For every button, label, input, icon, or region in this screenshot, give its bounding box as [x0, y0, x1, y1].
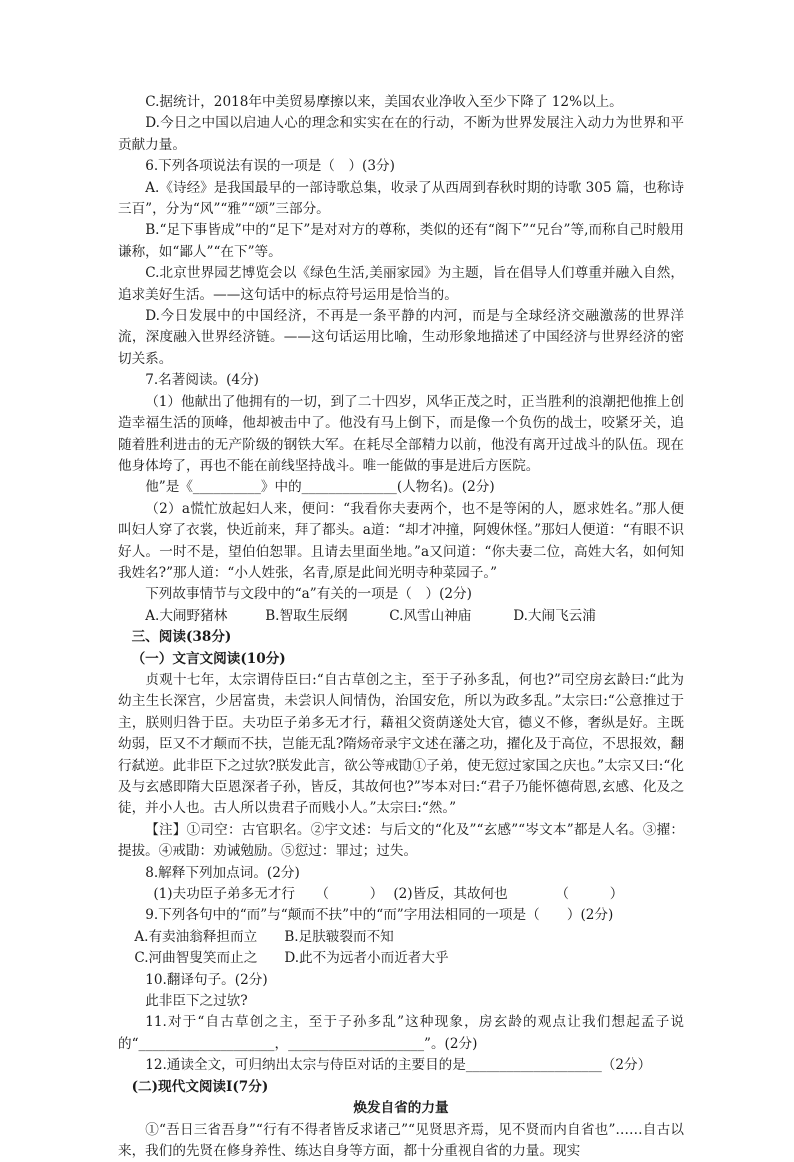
q8-item-2: (2)皆反，其故何也 （ ）: [393, 884, 653, 905]
question-7: 7.名著阅读。(4分): [118, 370, 684, 391]
question-9: 9.下列各句中的“而”与“颠而不扶”中的“而”字用法相同的一项是（ ）(2分): [118, 905, 684, 926]
question-7-passage-2: （2）a慌忙放起妇人来，便问：“我看你夫妻两个，也不是等闲的人，愿求姓名。”那人便叫妇人穿了衣裳，快近前来，拜了都头。a道：“却才冲撞，阿嫂休怪。”那妇人便道：“有眼不识好人。一时不是，望伯伯恕罪。且请去里面坐地。”a又问道：“你夫妻二位，高姓大名，如何知我姓名?”那人道：“小人姓张，名青,原是此间光明寺种菜园子。”: [118, 499, 684, 585]
annotation-note: 【注】①司空：古官职名。②宇文述：与后文的“化及”“玄感”“岑文本”都是人名。③擢：提拔。④戒勖：劝诫勉励。⑤愆过：罪过；过失。: [118, 820, 684, 863]
question-7-prompt: 下列故事情节与文段中的“a”有关的一项是（ ）(2分): [118, 584, 684, 605]
q9-option-b: B.足肤皲裂而不知: [284, 927, 584, 948]
section-3-2-heading: (二)现代文阅读Ⅰ(7分): [118, 1077, 684, 1098]
q9-option-d: D.此不为远者小而近者大乎: [284, 948, 584, 969]
section-3-heading: 三、阅读(38分): [118, 627, 684, 648]
question-8-items: [118, 884, 684, 905]
question-7-passage-1: （1）他献出了他拥有的一切，到了二十四岁，风华正茂之时，正当胜利的浪潮把他推上创造幸福生活的顶峰，他却被击中了。他没有马上倒下，而是像一个负伤的战士，咬紧牙关，追随着胜利进击的无产阶级的钢铁大军。在耗尽全部精力以前，他没有离开过战斗的队伍。现在他身体垮了，再也不能在前线坚持战斗。唯一能做的事是进后方医院。: [118, 392, 684, 478]
question-9-options: [118, 927, 684, 970]
q7-option-d: D.大闹飞云浦: [513, 606, 596, 627]
question-6: 6.下列各项说法有误的一项是（ ）(3分): [118, 156, 684, 177]
question-7-blank-line: 他”是《__________》中的______________(人物名)。(2分): [118, 477, 684, 498]
q7-option-c: C.风雪山神庙: [389, 606, 513, 627]
q8-item-1: (1)夫功臣子弟多无才行 （ ）: [153, 884, 393, 905]
q7-option-a: A.大闹野猪林: [145, 606, 265, 627]
question-6-option-b: B.“足下事皆成”中的“足下”是对对方的尊称，类似的还有“阁下”“兄台”等,而称自己时般用谦称，如“鄙人”“在下”等。: [118, 220, 684, 263]
essay-paragraph-1: ①“吾日三省吾身”“行有不得者皆反求诸己”“见贤思齐焉，见不贤而内自省也”……自古以来，我们的先贤在修身养性、练达自身等方面，都十分重视自省的力量。现实: [118, 1120, 684, 1162]
essay-title: 焕发自省的力量: [118, 1098, 684, 1119]
question-12: 12.通读全文，可归纳出太宗与侍臣对话的主要目的是____________________（2分）: [118, 1055, 684, 1076]
question-6-option-d: D.今日发展中的中国经济，不再是一条平静的内河，而是与全球经济交融激荡的世界洋流，深度融入世界经济链。——这句话运用比喻，生动形象地描述了中国经济与世界经济的密切关系。: [118, 306, 684, 370]
option-d-line: D.今日之中国以启迪人心的理念和实实在在的行动，不断为世界发展注入动力为世界和平贡献力量。: [118, 113, 684, 156]
q9-option-c: C.河曲智叟笑而止之: [134, 948, 284, 969]
question-10: 10.翻译句子。(2分): [118, 970, 684, 991]
question-10-sentence: 此非臣下之过欤?: [118, 991, 684, 1012]
section-3-1-heading: （一）文言文阅读(10分): [118, 649, 684, 670]
question-11: 11.对于“自古草创之主，至于子孙多乱”这种现象，房玄龄的观点让我们想起孟子说的“____________________，____________________”。(2分): [118, 1012, 684, 1055]
exam-page: [118, 92, 684, 1162]
q7-option-b: B.智取生辰纲: [265, 606, 389, 627]
option-c-line: C.据统计，2018年中美贸易摩擦以来，美国农业净收入至少下降了 12%以上。: [118, 92, 684, 113]
question-6-option-c: C.北京世界园艺博览会以《绿色生活,美丽家园》为主题，旨在倡导人们尊重并融入自然，追求美好生活。——这句话中的标点符号运用是恰当的。: [118, 263, 684, 306]
q9-option-a: A.有卖油翁释担而立: [134, 927, 284, 948]
classical-passage: 贞观十七年，太宗谓侍臣曰:“自古草创之主，至于子孙多乱，何也?”司空房玄龄曰:“此为幼主生长深宫，少居富贵，未尝识人间情伪，治国安危，所以为政多乱。”太宗曰:“公意推过于主，朕则归咎于臣。夫功臣子弟多无才行，藉祖父资荫遂处大官，德义不修，奢纵是好。主既幼弱，臣又不才颠而不扶，岂能无乱?隋炀帝录宇文述在藩之功，擢化及于高位，不思报效，翻行弑逆。此非臣下之过欤?朕发此言，欲公等戒勖①子弟，使无愆过家国之庆也。”太宗又曰:“化及与玄感即隋大臣恩深者子孙，皆反，其故何也?”岑本对曰:“君子乃能怀德荷恩,玄感、化及之徒，并小人也。古人所以贵君子而贱小人。”太宗曰:“然。”: [118, 670, 684, 820]
question-6-option-a: A.《诗经》是我国最早的一部诗歌总集，收录了从西周到春秋时期的诗歌 305 篇，也称诗三百”，分为“风”“雅”“颂”三部分。: [118, 178, 684, 221]
question-7-options: [118, 606, 684, 627]
question-8: 8.解释下列加点词。(2分): [118, 863, 684, 884]
